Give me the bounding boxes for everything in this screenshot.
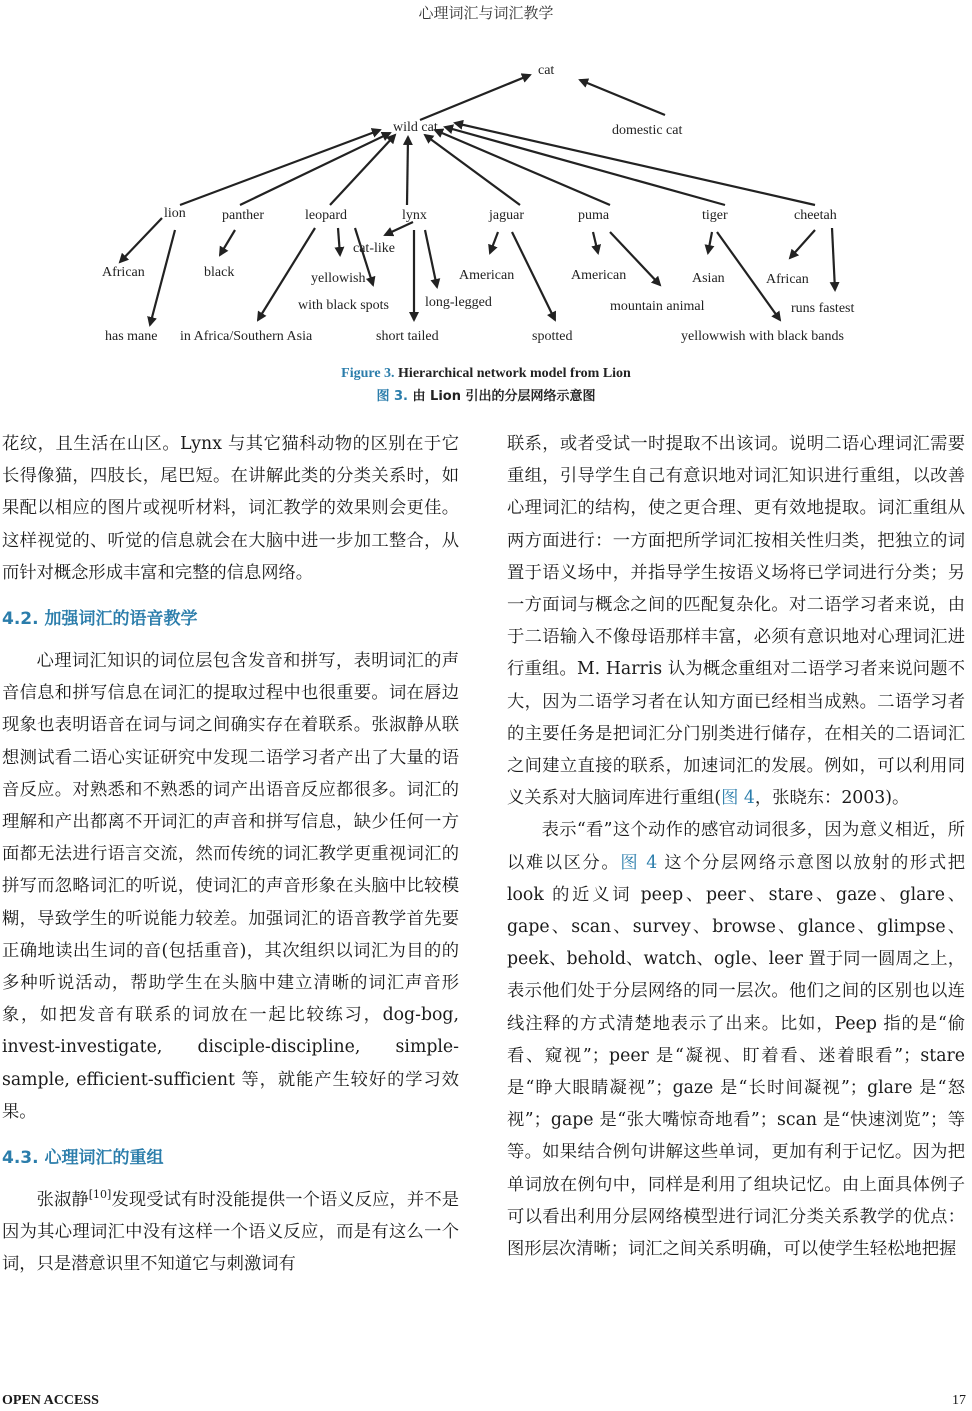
node-panther-black: black [204, 265, 235, 280]
footer-open-access: OPEN ACCESS [2, 1393, 99, 1408]
diagram-nodes [102, 63, 854, 344]
right-paragraph-1 [507, 428, 965, 814]
node-puma: puma [578, 208, 610, 223]
node-cat: cat [538, 63, 555, 78]
node-jaguar-american: American [459, 268, 515, 283]
node-domestic-cat: domestic cat [612, 123, 683, 138]
left-paragraph-1: 花纹，且生活在山区。Lynx 与其它猫科动物的区别在于它长得像猫，四肢长，尾巴短。在讲解此类的分类关系时，如果配以相应的图片或视听材料，词汇教学的效果则会更佳。这样视觉的、听觉的信息就会在大脑中进一步加工整合，从而针对概念形成丰富和完整的信息网络。 [2, 434, 459, 583]
node-cheetah-african: African [766, 272, 809, 287]
node-puma-mountain-animal: mountain animal [610, 299, 705, 314]
right-paragraph-1-text-a: 联系，或者受试一时提取不出该词。说明二语心理词汇需要重组，引导学生自己有意识地对词汇知识进行重组，以改善心理词汇的结构，使之更合理、更有效地提取。词汇重组从两方面进行：一方面把所学词汇按相关性归类，把独立的词置于语义场中，并指导学生按语义场将已学词进行分类；另一方面词与概念之间的匹配复杂化。对二语学习者来说，由于二语输入不像母语那样丰富，必须有意识地对心理词汇进行重组。M. Harris 认为概念重组对二语学习者来说问题不大，因为二语学习者在认知方面已经相当成熟。二语学习者的主要任务是把词汇分门别类进行储存，在相关的二语词汇之间建立直接的联系，加速词汇的发展。例如，可以利用同义关系对大脑词库进行重组( [507, 434, 965, 809]
node-leopard: leopard [305, 208, 347, 223]
node-cheetah-runs-fastest: runs fastest [791, 301, 855, 316]
node-leopard-black-spots: with black spots [298, 298, 389, 313]
section-heading-4-2: 4.2. 加强词汇的语音教学 [2, 609, 198, 630]
figure-label-zh: 图 3. [376, 389, 408, 404]
right-paragraph-2-text-b: 这个分层网络示意图以放射的形式把 look 的近义词 peep、peer、stare、gaze、glare、gape、scan、survey、browse、glance、glimpse、peek、behold、watch、ogle、leer 置于同一圆周之上，表示他们处于分层网络的同一层次。他们之间的区别也以连线注释的方式清楚地表示了出来。比如，Peep 指的是“偷看、窥视”；peer 是“凝视、盯着看、迷着眼看”；stare 是“睁大眼睛凝视”；gaze 是“长时间凝视”；glare 是“怒视”；gape 是“张大嘴惊奇地看”；scan 是“快速浏览”；等等。如果结合例句讲解这些单词，更加有利于记忆。因为把单词放在例句中，同样是利用了组块记忆。由上面具体例子可以看出利用分层网络模型进行词汇分类关系教学的优点：图形层次清晰；词汇之间关系明确，可以使学生轻松地把握 [507, 852, 965, 1260]
author-name: 张淑静 [36, 1190, 89, 1211]
node-lynx-long-legged: long-legged [425, 295, 492, 310]
node-lion-african: African [102, 265, 145, 280]
node-cheetah: cheetah [794, 208, 837, 223]
figure-caption-en-text: Hierarchical network model from Lion [394, 366, 631, 381]
figure-caption-en [0, 366, 972, 382]
page-number: 17 [952, 1393, 966, 1408]
node-puma-american: American [571, 268, 627, 283]
node-leopard-yellowish: yellowish [311, 271, 366, 286]
network-diagram [80, 40, 900, 360]
node-tiger: tiger [702, 208, 728, 223]
diagram-arrows [120, 75, 835, 325]
citation-ref-10[interactable]: [10] [88, 1188, 112, 1202]
right-paragraph-1-text-b: ，张晓东：2003)。 [754, 788, 910, 809]
left-column [2, 428, 459, 1281]
right-paragraph-2 [507, 814, 965, 1265]
node-lion: lion [164, 206, 186, 221]
node-lion-has-mane: has mane [105, 329, 158, 344]
section-heading-4-3: 4.3. 心理词汇的重组 [2, 1148, 164, 1169]
node-lynx-cat-like: cat-like [353, 241, 395, 256]
right-paragraph-2-text-a: 表示“看”这个动作的感官动词很多，因为意义相近，所以难以区分。 [507, 820, 965, 873]
right-column [507, 428, 965, 1265]
node-wild-cat: wild cat [393, 120, 438, 135]
left-paragraph-2: 心理词汇知识的词位层包含发音和拼写，表明词汇的声音信息和拼写信息在词汇的提取过程中也很重要。词在唇边现象也表明语音在词与词之间确实存在着联系。张淑静从联想测试看二语心实证研究中发现二语学习者产出了大量的语音反应。对熟悉和不熟悉的词产出语音反应都很多。词汇的理解和产出都离不开词汇的声音和拼写信息，缺少任何一方面都无法进行语言交流，然而传统的词汇教学更重视词汇的拼写而忽略词汇的听说，使词汇的声音形象在头脑中比较模糊，导致学生的听说能力较差。加强词汇的语音教学首先要正确地读出生词的音(包括重音)，其次组织以词汇为目的的多种听说活动，帮助学生在头脑中建立清晰的词汇声音形象，如把发音有联系的词放在一起比较练习，dog-bog, invest-investigate, disciple-discipline, simple-sample, efficient-sufficient 等，就能产生较好的学习效果。 [2, 651, 459, 1122]
figure-caption-zh-text: 由 Lion 引出的分层网络示意图 [408, 389, 596, 404]
running-header: 心理词汇与词汇教学 [418, 4, 554, 22]
node-lynx: lynx [402, 208, 427, 223]
node-panther: panther [222, 208, 264, 223]
node-jaguar-spotted: spotted [532, 329, 573, 344]
figure-caption-zh [0, 385, 972, 404]
node-tiger-yellowish-bands: yellowwish with black bands [681, 329, 844, 344]
left-paragraph-3-text: 发现受试有时没能提供一个语义反应，并不是因为其心理词汇中没有这样一个语义反应，而是有这么一个词，只是潜意识里不知道它与刺激词有 [2, 1190, 459, 1275]
node-tiger-asian: Asian [692, 271, 725, 286]
node-jaguar: jaguar [489, 208, 524, 223]
hierarchical-network-figure [80, 40, 900, 360]
left-paragraph-3 [2, 1184, 459, 1281]
figure-4-link[interactable]: 图 4 [721, 788, 755, 809]
figure-4-link-2[interactable]: 图 4 [620, 852, 658, 873]
figure-label-en: Figure 3. [341, 366, 395, 381]
node-leopard-in-africa: in Africa/Southern Asia [180, 329, 313, 344]
node-lynx-short-tailed: short tailed [376, 329, 439, 344]
